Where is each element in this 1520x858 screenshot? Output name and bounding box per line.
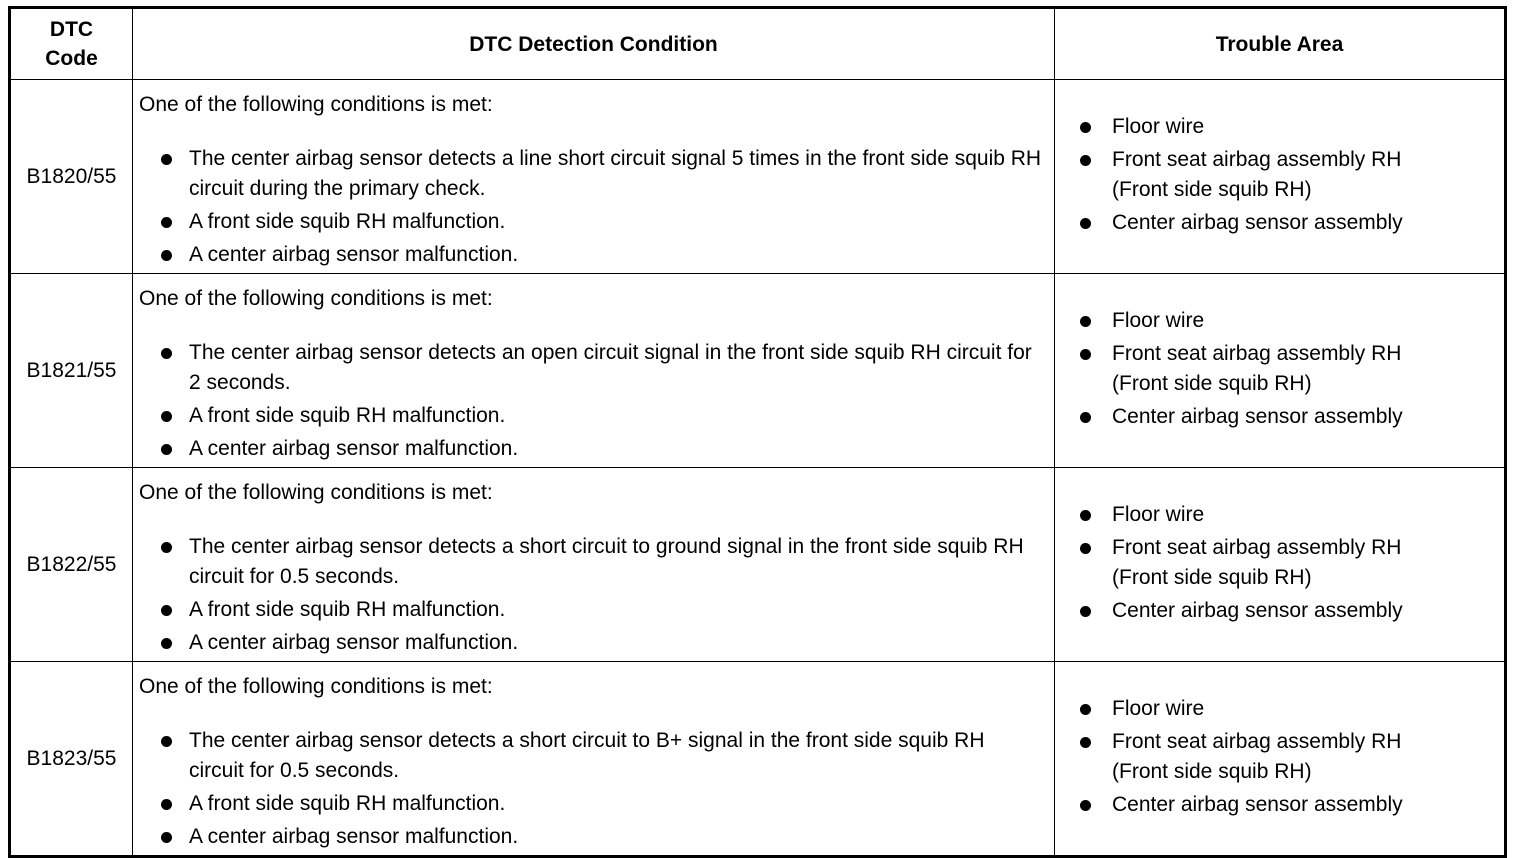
condition-item — [139, 240, 1044, 270]
area-text: Front seat airbag assembly RH — [1112, 730, 1402, 753]
condition-cell — [133, 80, 1055, 274]
condition-text: The center airbag sensor detects a short circuit to B+ signal in the front side squib RH circuit for 0.5 seconds. — [189, 729, 985, 782]
header-detection-condition: DTC Detection Condition — [133, 8, 1055, 80]
bullet-icon — [161, 799, 172, 810]
condition-text: A center airbag sensor malfunction. — [189, 437, 519, 460]
condition-item — [139, 434, 1044, 464]
bullet-icon — [1080, 510, 1091, 521]
condition-item — [139, 726, 1044, 786]
area-text: Center airbag sensor assembly — [1112, 599, 1403, 622]
table-row — [10, 468, 1506, 662]
condition-list — [139, 726, 1044, 852]
condition-item — [139, 628, 1044, 658]
bullet-icon — [161, 348, 172, 359]
area-text: Front seat airbag assembly RH — [1112, 342, 1402, 365]
area-subtext: (Front side squib RH) — [1112, 760, 1312, 783]
condition-item — [139, 595, 1044, 625]
header-trouble-area: Trouble Area — [1055, 8, 1506, 80]
trouble-area-cell — [1055, 468, 1506, 662]
condition-item — [139, 144, 1044, 204]
bullet-icon — [1080, 349, 1091, 360]
condition-text: A front side squib RH malfunction. — [189, 210, 506, 233]
condition-text: The center airbag sensor detects an open circuit signal in the front side squib RH circuit for 2 seconds. — [189, 341, 1032, 394]
header-code-line1: DTC — [49, 18, 94, 41]
bullet-icon — [161, 832, 172, 843]
condition-item — [139, 822, 1044, 852]
condition-lead: One of the following conditions is met: — [139, 93, 493, 116]
bullet-icon — [161, 411, 172, 422]
bullet-icon — [1080, 412, 1091, 423]
area-subtext: (Front side squib RH) — [1112, 372, 1312, 395]
condition-item — [139, 207, 1044, 237]
area-text: Center airbag sensor assembly — [1112, 793, 1403, 816]
bullet-icon — [161, 736, 172, 747]
trouble-area-item — [1079, 727, 1494, 787]
condition-cell — [133, 274, 1055, 468]
condition-cell — [133, 468, 1055, 662]
bullet-icon — [1080, 543, 1091, 554]
condition-text: A center airbag sensor malfunction. — [189, 825, 519, 848]
table-row — [10, 274, 1506, 468]
bullet-icon — [1080, 704, 1091, 715]
area-text: Floor wire — [1112, 503, 1205, 526]
condition-text: The center airbag sensor detects a short circuit to ground signal in the front side squib RH circuit for 0.5 seconds. — [189, 535, 1024, 588]
bullet-icon — [1080, 122, 1091, 133]
bullet-icon — [1080, 606, 1091, 617]
bullet-icon — [161, 250, 172, 261]
dtc-code-cell: B1820/55 — [10, 80, 133, 274]
dtc-code-cell: B1823/55 — [10, 662, 133, 857]
bullet-icon — [161, 638, 172, 649]
bullet-icon — [1080, 737, 1091, 748]
trouble-area-cell — [1055, 274, 1506, 468]
trouble-area-item — [1079, 500, 1494, 530]
condition-list — [139, 338, 1044, 464]
area-text: Center airbag sensor assembly — [1112, 405, 1403, 428]
trouble-area-item — [1079, 306, 1494, 336]
condition-text: A front side squib RH malfunction. — [189, 404, 506, 427]
bullet-icon — [161, 217, 172, 228]
area-text: Front seat airbag assembly RH — [1112, 536, 1402, 559]
condition-text: A front side squib RH malfunction. — [189, 598, 506, 621]
bullet-icon — [1080, 155, 1091, 166]
condition-list — [139, 144, 1044, 270]
dtc-code-cell: B1821/55 — [10, 274, 133, 468]
bullet-icon — [1080, 800, 1091, 811]
bullet-icon — [161, 542, 172, 553]
trouble-area-item — [1079, 208, 1494, 238]
bullet-icon — [1080, 316, 1091, 327]
header-row — [10, 8, 1506, 80]
bullet-icon — [1080, 218, 1091, 229]
trouble-area-item — [1079, 339, 1494, 399]
trouble-area-list — [1079, 306, 1494, 432]
trouble-area-item — [1079, 790, 1494, 820]
bullet-icon — [161, 154, 172, 165]
trouble-area-item — [1079, 402, 1494, 432]
area-text: Floor wire — [1112, 697, 1205, 720]
area-subtext: (Front side squib RH) — [1112, 178, 1312, 201]
condition-item — [139, 338, 1044, 398]
trouble-area-item — [1079, 145, 1494, 205]
condition-item — [139, 401, 1044, 431]
trouble-area-list — [1079, 500, 1494, 626]
header-code-line2: Code — [45, 47, 98, 70]
condition-text: A center airbag sensor malfunction. — [189, 243, 519, 266]
header-dtc-code — [10, 8, 133, 80]
condition-list — [139, 532, 1044, 658]
condition-text: The center airbag sensor detects a line short circuit signal 5 times in the front side squib RH circuit during the primary check. — [189, 147, 1042, 200]
trouble-area-cell — [1055, 662, 1506, 857]
condition-text: A center airbag sensor malfunction. — [189, 631, 519, 654]
condition-lead: One of the following conditions is met: — [139, 287, 493, 310]
trouble-area-item — [1079, 694, 1494, 724]
table-row — [10, 662, 1506, 857]
trouble-area-list — [1079, 694, 1494, 820]
dtc-table — [8, 6, 1507, 858]
trouble-area-item — [1079, 112, 1494, 142]
trouble-area-cell — [1055, 80, 1506, 274]
area-text: Floor wire — [1112, 309, 1205, 332]
area-text: Floor wire — [1112, 115, 1205, 138]
trouble-area-item — [1079, 533, 1494, 593]
dtc-code-cell: B1822/55 — [10, 468, 133, 662]
area-subtext: (Front side squib RH) — [1112, 566, 1312, 589]
condition-cell — [133, 662, 1055, 857]
trouble-area-item — [1079, 596, 1494, 626]
bullet-icon — [161, 605, 172, 616]
trouble-area-list — [1079, 112, 1494, 238]
area-text: Center airbag sensor assembly — [1112, 211, 1403, 234]
condition-item — [139, 532, 1044, 592]
condition-lead: One of the following conditions is met: — [139, 481, 493, 504]
condition-text: A front side squib RH malfunction. — [189, 792, 506, 815]
condition-lead: One of the following conditions is met: — [139, 675, 493, 698]
area-text: Front seat airbag assembly RH — [1112, 148, 1402, 171]
condition-item — [139, 789, 1044, 819]
table-row — [10, 80, 1506, 274]
bullet-icon — [161, 444, 172, 455]
